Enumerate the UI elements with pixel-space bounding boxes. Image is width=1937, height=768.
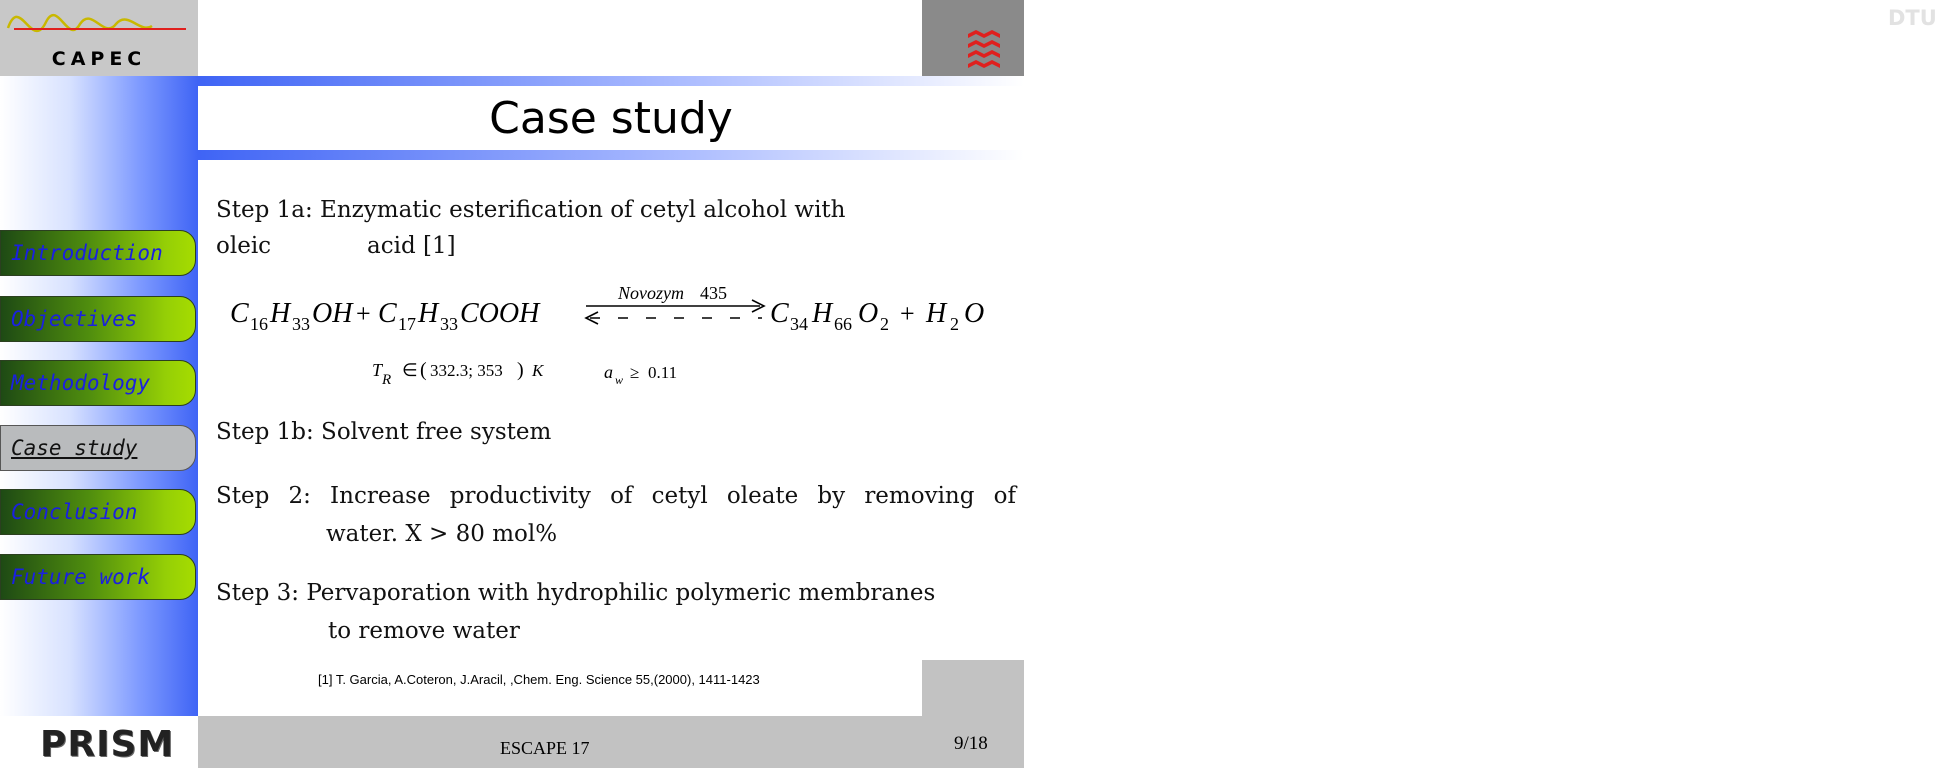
- dtu-waves-icon: [922, 0, 1024, 76]
- page-number: 9/18: [954, 733, 988, 754]
- svg-text:2: 2: [880, 314, 889, 334]
- svg-text:a: a: [604, 362, 613, 382]
- svg-text:66: 66: [834, 314, 852, 334]
- step1a-line1: Step 1a: Enzymatic esterification of cetyl alcohol with: [216, 197, 846, 223]
- svg-text:C: C: [230, 298, 249, 329]
- svg-text:+: +: [900, 299, 915, 328]
- nav-case-study[interactable]: Case study: [0, 425, 196, 471]
- footer-bar: [198, 716, 1024, 768]
- capec-logo: [0, 0, 198, 76]
- svg-text:OH: OH: [312, 298, 353, 329]
- svg-text:≥: ≥: [630, 363, 640, 382]
- svg-text:K: K: [532, 361, 544, 380]
- header-blank: [198, 0, 922, 76]
- svg-text:): ): [517, 359, 524, 381]
- svg-text:O: O: [858, 298, 879, 329]
- svg-text:O: O: [964, 298, 985, 329]
- svg-text:0.11: 0.11: [648, 363, 678, 382]
- svg-text:H: H: [270, 298, 291, 329]
- catalyst-label: Novozym: [618, 283, 684, 303]
- svg-text:w: w: [615, 373, 624, 387]
- svg-text:+: +: [356, 299, 371, 328]
- nav-future-work[interactable]: Future work: [0, 554, 196, 600]
- title-strip-top: [198, 76, 1024, 86]
- svg-text:435: 435: [700, 283, 727, 303]
- step3-line1: Step 3: Pervaporation with hydrophilic polymeric membranes: [216, 580, 936, 606]
- step1a-line2-oleic: oleic: [216, 233, 272, 259]
- svg-text:332.3; 353: 332.3; 353: [430, 361, 503, 380]
- svg-text:(: (: [420, 359, 427, 381]
- step1b: Step 1b: Solvent free system: [216, 419, 552, 445]
- prism-logo-text: PRISM: [40, 724, 175, 765]
- step1a-line2-acid: acid [1]: [367, 233, 456, 259]
- conference-label: ESCAPE 17: [500, 738, 590, 758]
- svg-text:T: T: [372, 360, 383, 380]
- svg-text:17: 17: [398, 314, 416, 334]
- nav-introduction[interactable]: Introduction: [0, 230, 196, 276]
- svg-text:H: H: [812, 298, 833, 329]
- svg-text:R: R: [382, 372, 392, 388]
- nav-objectives[interactable]: Objectives: [0, 296, 196, 342]
- step2-line1: Step 2: Increase productivity of cetyl oleate by removing of: [216, 483, 1016, 509]
- dtu-logo-text: DTU: [1888, 6, 1937, 30]
- page-title: Case study: [489, 93, 733, 144]
- svg-text:33: 33: [440, 314, 458, 334]
- wave-icon: [0, 0, 198, 48]
- reference-citation: [1] T. Garcia, A.Coteron, J.Aracil, ,Chem. Eng. Science 55,(2000), 1411-1423: [318, 672, 760, 687]
- nav-conclusion[interactable]: Conclusion: [0, 489, 196, 535]
- bottom-right-block: [922, 660, 1024, 716]
- svg-text:COOH: COOH: [460, 298, 540, 329]
- nav-methodology[interactable]: Methodology: [0, 360, 196, 406]
- svg-text:H: H: [926, 298, 947, 329]
- title-strip-bottom: [198, 150, 1024, 160]
- step3-line2: to remove water: [328, 618, 520, 644]
- svg-text:C: C: [378, 298, 397, 329]
- svg-text:∈: ∈: [402, 360, 418, 380]
- svg-text:H: H: [418, 298, 439, 329]
- svg-text:2: 2: [950, 314, 959, 334]
- dtu-logo: [922, 0, 1937, 76]
- capec-logo-text: CAPEC: [51, 48, 147, 70]
- svg-text:C: C: [770, 298, 789, 329]
- svg-text:16: 16: [250, 314, 268, 334]
- step2-line2: water. X > 80 mol%: [326, 521, 558, 547]
- reaction-equation: [222, 278, 1012, 388]
- svg-text:34: 34: [790, 314, 808, 334]
- svg-text:33: 33: [292, 314, 310, 334]
